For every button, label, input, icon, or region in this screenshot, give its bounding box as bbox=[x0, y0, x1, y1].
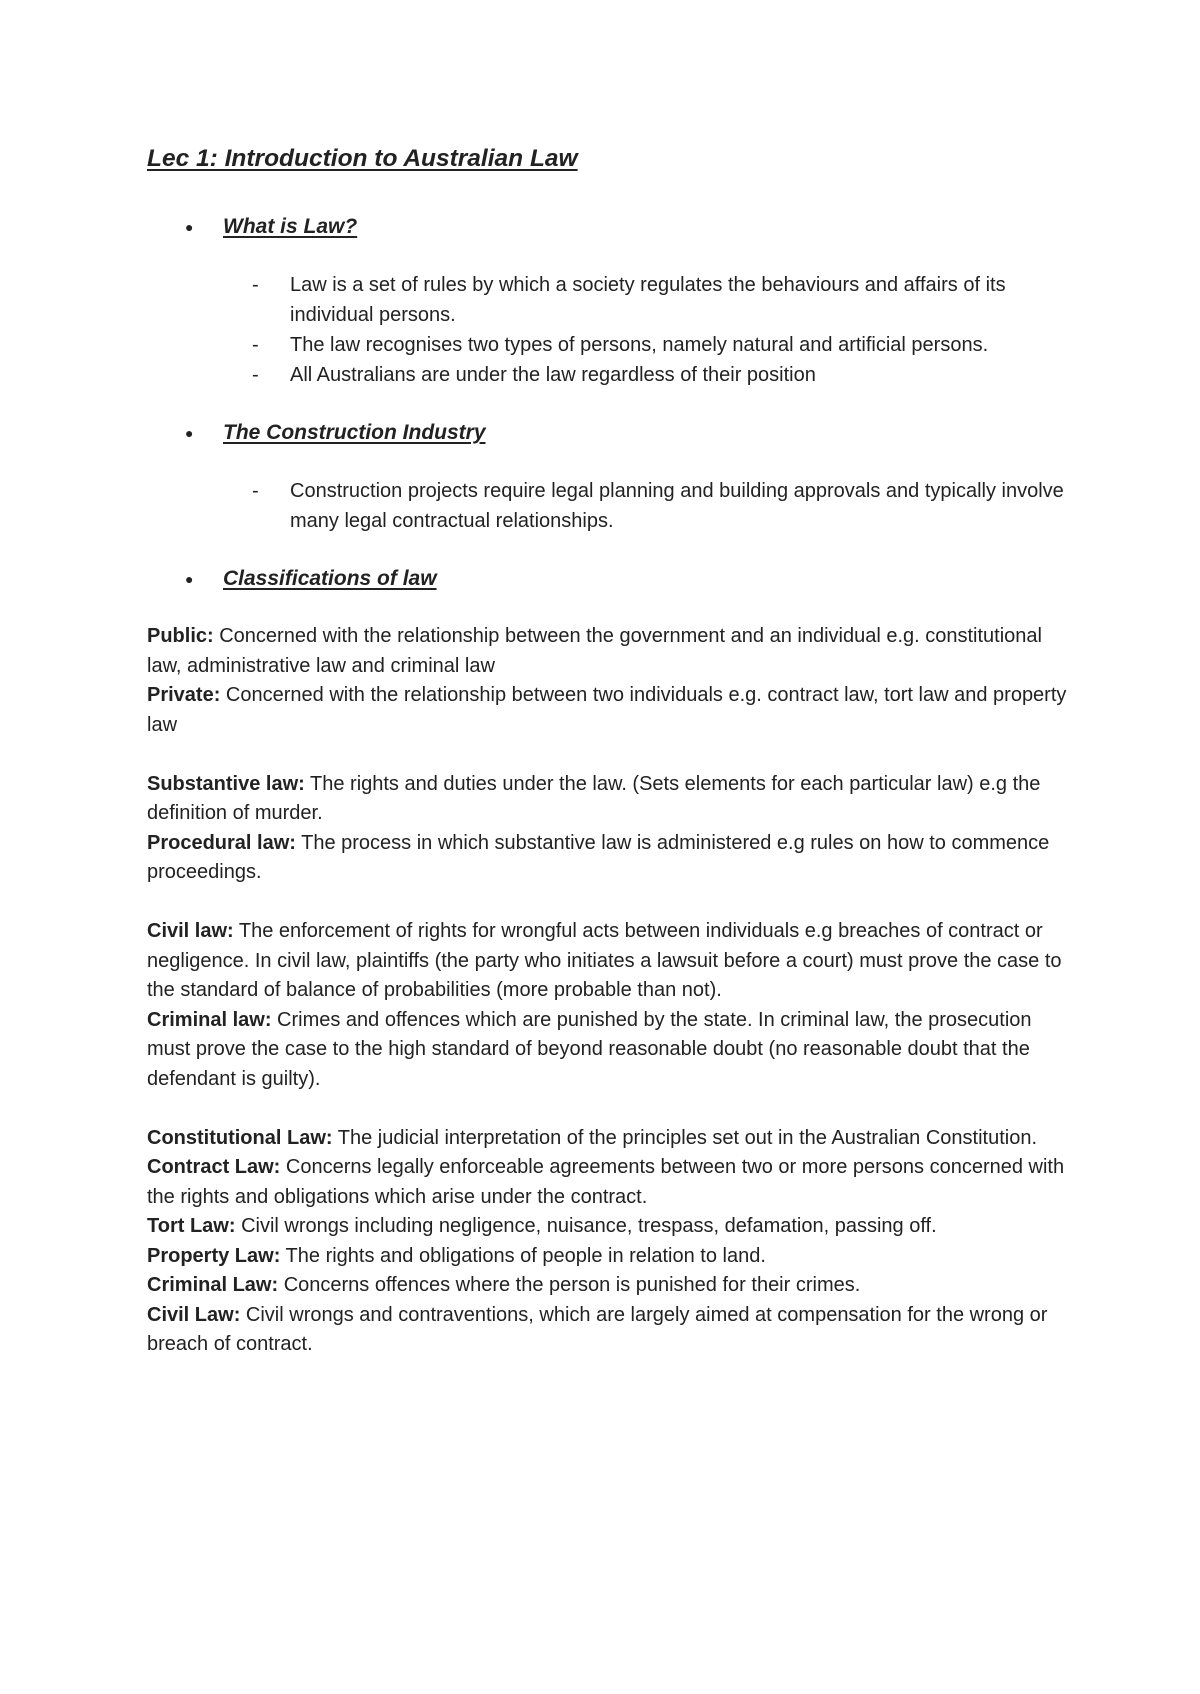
what-is-law-list bbox=[147, 270, 1080, 390]
construction-industry-list bbox=[147, 476, 1080, 536]
section-heading-construction-industry: ● The Construction Industry bbox=[147, 418, 1080, 448]
dash-icon: - bbox=[252, 480, 259, 502]
classification-group-areas-of-law bbox=[147, 1124, 1080, 1360]
definition-paragraph: Civil Law: Civil wrongs and contraventions, which are largely aimed at compensation for the wrong or breach of contract. bbox=[147, 1303, 1048, 1355]
section-heading-classifications: ● Classifications of law bbox=[147, 564, 1080, 594]
classification-group-public-private bbox=[147, 622, 1080, 740]
definition-paragraph: Substantive law: The rights and duties under the law. (Sets elements for each particular law) e.g the definition of murder. bbox=[147, 772, 1041, 824]
definition-paragraph: Criminal Law: Concerns offences where the person is punished for their crimes. bbox=[147, 1274, 861, 1296]
dash-icon: - bbox=[252, 274, 259, 296]
definition-paragraph: Civil law: The enforcement of rights for wrongful acts between individuals e.g breaches of contract or negligence. In civil law, plaintiffs (the party who initiates a lawsuit before a court) must prove the case to the standard of balance of probabilities (more probable than not). bbox=[147, 920, 1062, 1001]
definition-paragraph: Constitutional Law: The judicial interpretation of the principles set out in the Australian Constitution. bbox=[147, 1126, 1038, 1149]
page-title: Lec 1: Introduction to Australian Law bbox=[147, 145, 578, 172]
list-item: - The law recognises two types of persons, namely natural and artificial persons. bbox=[252, 330, 1080, 360]
definition-paragraph: Tort Law: Civil wrongs including negligence, nuisance, trespass, defamation, passing off. bbox=[147, 1215, 937, 1237]
classification-group-civil-criminal bbox=[147, 917, 1080, 1094]
list-item: - Law is a set of rules by which a society regulates the behaviours and affairs of its individual persons. bbox=[252, 270, 1080, 330]
definition-paragraph: Public: Concerned with the relationship between the government and an individual e.g. constitutional law, administrative law and criminal law bbox=[147, 625, 1042, 677]
list-item: - All Australians are under the law regardless of their position bbox=[252, 360, 1080, 390]
definition-paragraph: Criminal law: Crimes and offences which are punished by the state. In criminal law, the prosecution must prove the case to the high standard of beyond reasonable doubt (no reasonable doubt that the defendant is guilty). bbox=[147, 1008, 1032, 1090]
list-item: - Construction projects require legal planning and building approvals and typically involve many legal contractual relationships. bbox=[252, 476, 1080, 536]
definition-paragraph: Contract Law: Concerns legally enforceable agreements between two or more persons concerned with the rights and obligations which arise under the contract. bbox=[147, 1156, 1065, 1208]
definition-paragraph: Private: Concerned with the relationship between two individuals e.g. contract law, tort law and property law bbox=[147, 684, 1067, 736]
dash-icon: - bbox=[252, 364, 259, 386]
bullet-icon: ● bbox=[185, 571, 194, 587]
dash-icon: - bbox=[252, 334, 259, 356]
classification-group-substantive-procedural bbox=[147, 770, 1080, 888]
definition-paragraph: Procedural law: The process in which substantive law is administered e.g rules on how to commence proceedings. bbox=[147, 831, 1050, 883]
section-heading-what-is-law: ● What is Law? bbox=[147, 212, 1080, 242]
bullet-icon: ● bbox=[185, 425, 194, 441]
bullet-icon: ● bbox=[185, 219, 194, 235]
definition-paragraph: Property Law: The rights and obligations of people in relation to land. bbox=[147, 1244, 766, 1267]
